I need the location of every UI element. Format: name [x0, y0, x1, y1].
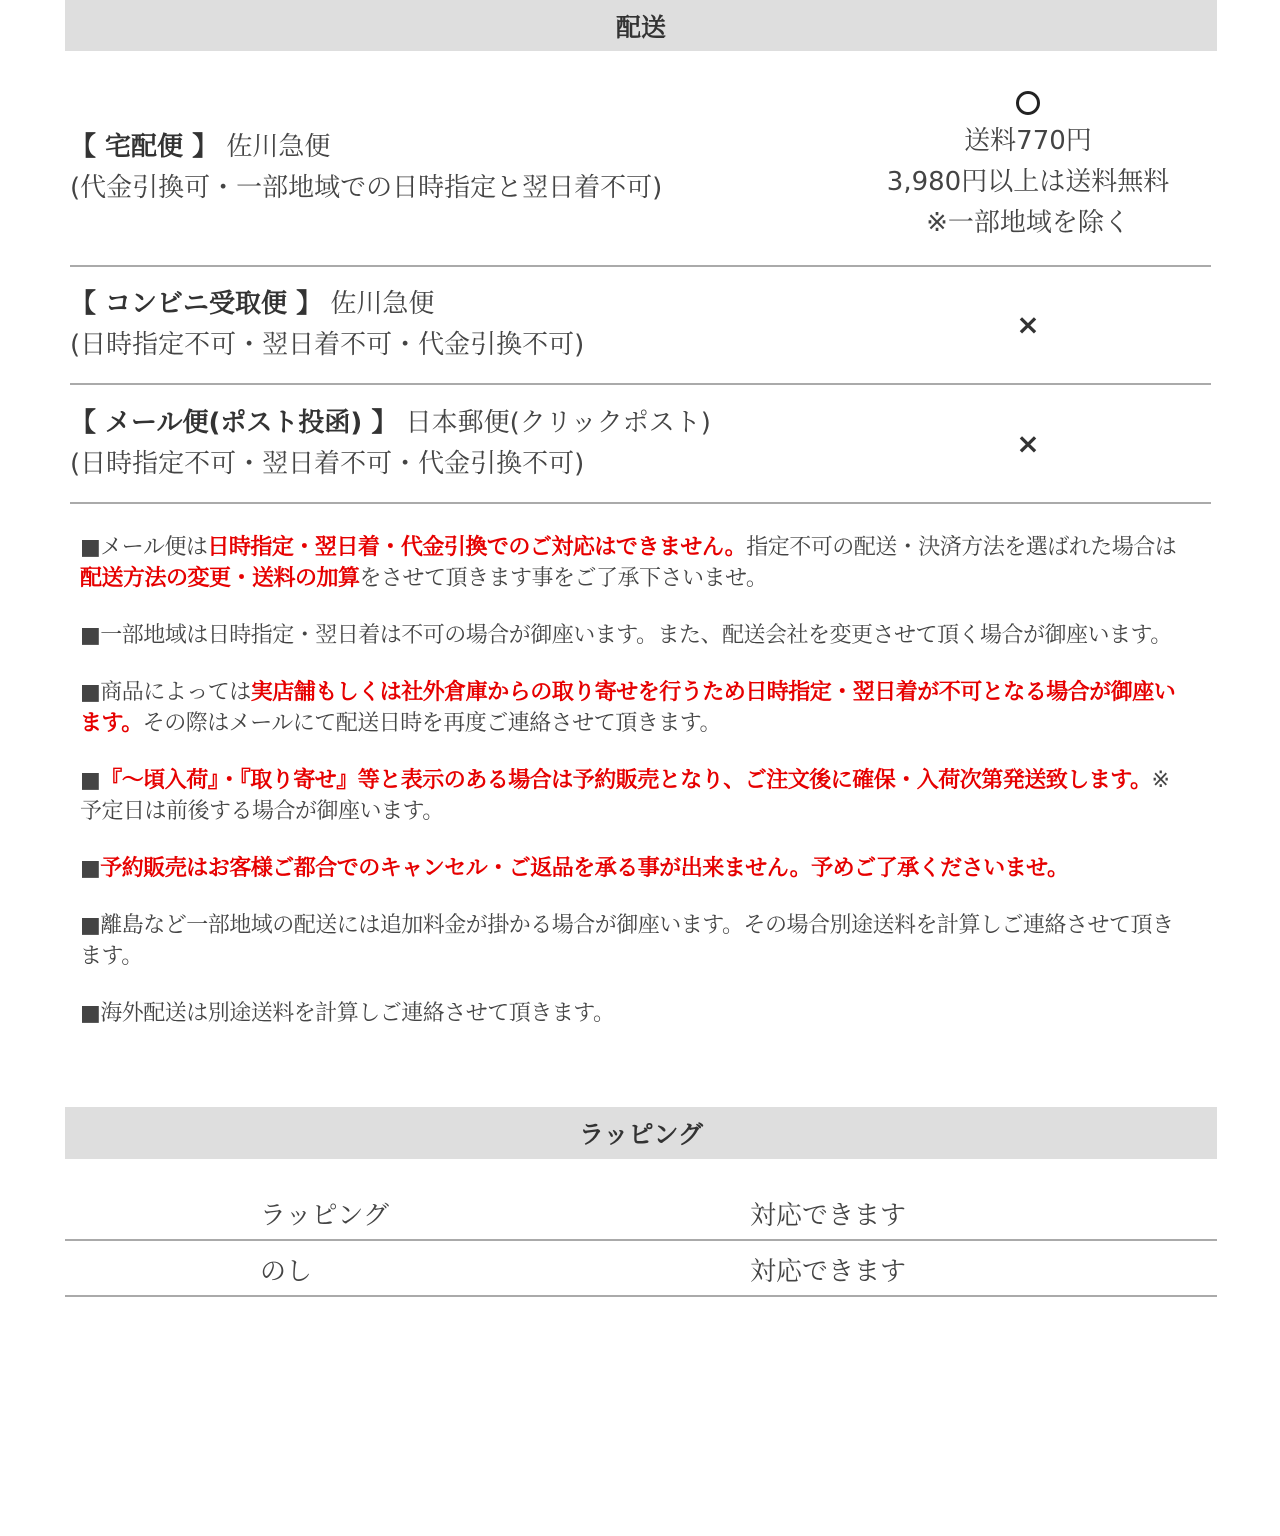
shipping-method-row	[70, 385, 1211, 504]
shipping-method-row	[70, 266, 1211, 385]
shipping-note	[80, 765, 1190, 827]
shipping-note	[80, 677, 1190, 739]
note-text: その際はメールにて配送日時を再度ご連絡させて頂きます。	[142, 711, 722, 736]
shipping-method-note: (日時指定不可・翌日着不可・代金引換不可)	[70, 448, 585, 479]
shipping-note: ■離島など一部地域の配送には追加料金が掛かる場合が御座います。その場合別途送料を計算しご連絡させて頂きます。	[80, 913, 1174, 969]
shipping-exception-note: ※一部地域を除く	[926, 208, 1130, 238]
shipping-method-name: 【 宅配便 】	[70, 131, 219, 162]
shipping-method-name: 【 コンビニ受取便 】	[70, 288, 323, 319]
wrapping-table	[65, 1185, 1217, 1297]
shipping-carrier: 佐川急便	[330, 288, 435, 319]
note-text: ■	[80, 856, 101, 881]
shipping-availability	[870, 266, 1186, 383]
shipping-method-note: (代金引換可・一部地域での日時指定と翌日着不可)	[70, 172, 663, 203]
wrapping-option-label: のし	[260, 1257, 313, 1287]
wrapping-header-title: ラッピング	[578, 1120, 703, 1149]
note-emphasis: 日時指定・翌日着・代金引換でのご対応はできません。	[207, 535, 747, 560]
note-text: ■	[80, 768, 101, 793]
wrapping-option-label: ラッピング	[260, 1201, 389, 1231]
note-text: ※予定日は前後する場合が御座います。	[80, 768, 1170, 824]
shipping-method-info	[70, 385, 711, 502]
shipping-method-row	[70, 70, 1211, 267]
wrapping-option-value: 対応できます	[750, 1201, 907, 1231]
shipping-notes	[80, 532, 1190, 1055]
note-text: をさせて頂きます事をご了承下さいませ。	[359, 566, 768, 591]
note-emphasis: 実店舗もしくは社外倉庫からの取り寄せを行うため日時指定・翌日着が不可となる場合が御座います。	[80, 680, 1176, 736]
shipping-method-name: 【 メール便(ポスト投函) 】	[70, 407, 398, 438]
shipping-carrier: 日本郵便(クリックポスト)	[405, 407, 711, 438]
wrapping-option-value: 対応できます	[750, 1257, 907, 1287]
shipping-note	[80, 853, 1190, 884]
unavailable-cross-icon: ×	[1016, 308, 1040, 341]
shipping-availability	[870, 385, 1186, 502]
note-text: 指定不可の配送・決済方法を選ばれた場合は	[746, 535, 1177, 560]
table-row	[65, 1241, 1217, 1297]
delivery-header-title: 配送	[615, 12, 666, 42]
shipping-method-info	[70, 266, 584, 383]
note-text: ■メール便は	[80, 535, 208, 560]
shipping-note	[80, 532, 1190, 594]
shipping-fee: 送料770円	[964, 126, 1092, 156]
note-emphasis: 配送方法の変更・送料の加算	[80, 566, 360, 591]
shipping-note: ■海外配送は別途送料を計算しご連絡させて頂きます。	[80, 1001, 615, 1026]
available-circle-icon	[1016, 91, 1040, 115]
shipping-method-info	[70, 70, 662, 265]
shipping-carrier: 佐川急便	[226, 131, 331, 162]
note-emphasis: 『～頃入荷』・『取り寄せ』等と表示のある場合は予約販売となり、ご注文後に確保・入荷次第発送致します。	[100, 768, 1152, 793]
shipping-method-note: (日時指定不可・翌日着不可・代金引換不可)	[70, 329, 585, 360]
note-text: ■商品によっては	[80, 680, 251, 705]
delivery-section-header	[65, 0, 1217, 51]
shipping-availability	[870, 70, 1186, 265]
free-shipping-threshold: 3,980円以上は送料無料	[886, 167, 1170, 197]
shipping-note: ■一部地域は日時指定・翌日着は不可の場合が御座います。また、配送会社を変更させて頂く場合が御座います。	[80, 623, 1172, 648]
wrapping-section-header	[65, 1107, 1217, 1159]
note-emphasis: 予約販売はお客様ご都合でのキャンセル・ご返品を承る事が出来ません。予めご了承くださいませ。	[100, 856, 1069, 881]
table-row	[65, 1185, 1217, 1241]
unavailable-cross-icon: ×	[1016, 427, 1040, 460]
